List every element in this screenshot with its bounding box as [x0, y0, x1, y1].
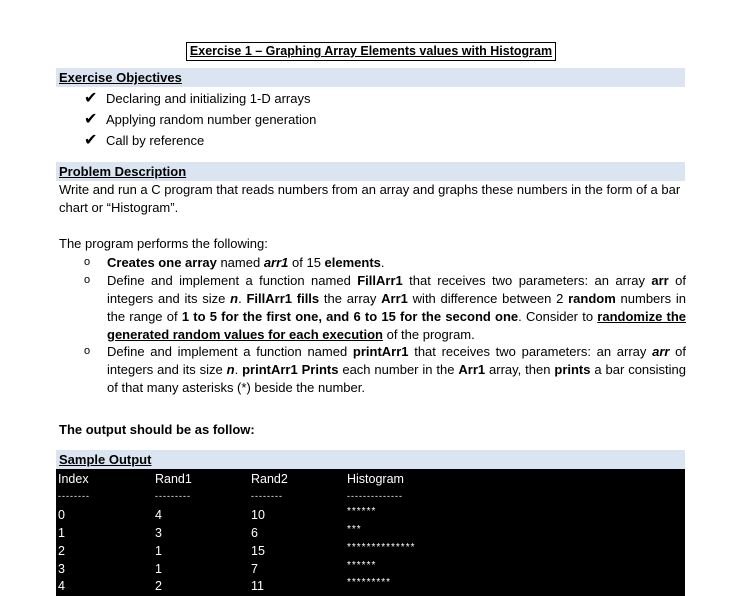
objectives-heading: Exercise Objectives: [59, 70, 182, 85]
bullet-icon: o: [84, 345, 91, 357]
column-header: Index: [58, 472, 89, 486]
output-label: The output should be as follow:: [59, 422, 255, 437]
index-cell: 0: [58, 508, 65, 522]
rand1-cell: 1: [155, 562, 162, 576]
histogram-cell: ******: [347, 560, 377, 571]
dash-separator: --------: [58, 491, 90, 501]
checkmark-icon: ✔: [84, 111, 98, 128]
rand2-cell: 7: [251, 562, 258, 576]
rand2-cell: 6: [251, 526, 258, 540]
objective-item: ✔ Declaring and initializing 1-D arrays: [84, 90, 311, 107]
column-header: Rand1: [155, 472, 192, 486]
index-cell: 2: [58, 544, 65, 558]
exercise-title: Exercise 1 – Graphing Array Elements values with Histogram: [186, 42, 556, 61]
column-header: Histogram: [347, 472, 404, 486]
sample-heading: Sample Output: [59, 452, 152, 467]
objective-item: ✔ Applying random number generation: [84, 111, 317, 128]
console-output: [56, 469, 685, 596]
dash-separator: ---------: [155, 491, 191, 501]
histogram-cell: *********: [347, 577, 392, 588]
dash-separator: --------------: [347, 491, 403, 501]
performs-text: The program performs the following:: [59, 236, 268, 251]
rand1-cell: 2: [155, 579, 162, 593]
rand1-cell: 4: [155, 508, 162, 522]
problem-intro: Write and run a C program that reads numbers from an array and graphs these numbers in the form of a bar chart or “Histogram”.: [59, 182, 681, 215]
bullet-icon: o: [84, 256, 91, 268]
index-cell: 1: [58, 526, 65, 540]
rand1-cell: 1: [155, 544, 162, 558]
checkmark-icon: ✔: [84, 90, 98, 107]
list-item: o Creates one array named arr1 of 15 elements.: [84, 255, 385, 270]
dash-separator: --------: [251, 491, 283, 501]
rand2-cell: 11: [251, 579, 264, 593]
index-cell: 3: [58, 562, 65, 576]
list-item: o Define and implement a function named FillArr1 that receives two parameters: an array arr of integers and its size n. FillArr1 fills the array Arr1 with difference between 2 random numbers in the range of 1 to 5 for the first one, and 6 to 15 for the second one. Consider to randomize the generated random values for each execution of the program.: [84, 273, 687, 342]
objective-item: ✔ Call by reference: [84, 132, 205, 149]
problem-heading: Problem Description: [59, 164, 187, 179]
rand2-cell: 15: [251, 544, 265, 558]
list-item: o Define and implement a function named printArr1 that receives two parameters: an array arr of integers and its size n. printArr1 Prints each number in the Arr1 array, then prints a bar consisting of that many asterisks (*) beside the number.: [84, 344, 686, 395]
histogram-cell: ***: [347, 524, 362, 535]
rand1-cell: 3: [155, 526, 162, 540]
checkmark-icon: ✔: [84, 132, 98, 149]
histogram-cell: ******: [347, 506, 377, 517]
bullet-icon: o: [84, 274, 91, 286]
histogram-cell: **************: [347, 542, 416, 553]
rand2-cell: 10: [251, 508, 265, 522]
column-header: Rand2: [251, 472, 288, 486]
index-cell: 4: [58, 579, 65, 593]
